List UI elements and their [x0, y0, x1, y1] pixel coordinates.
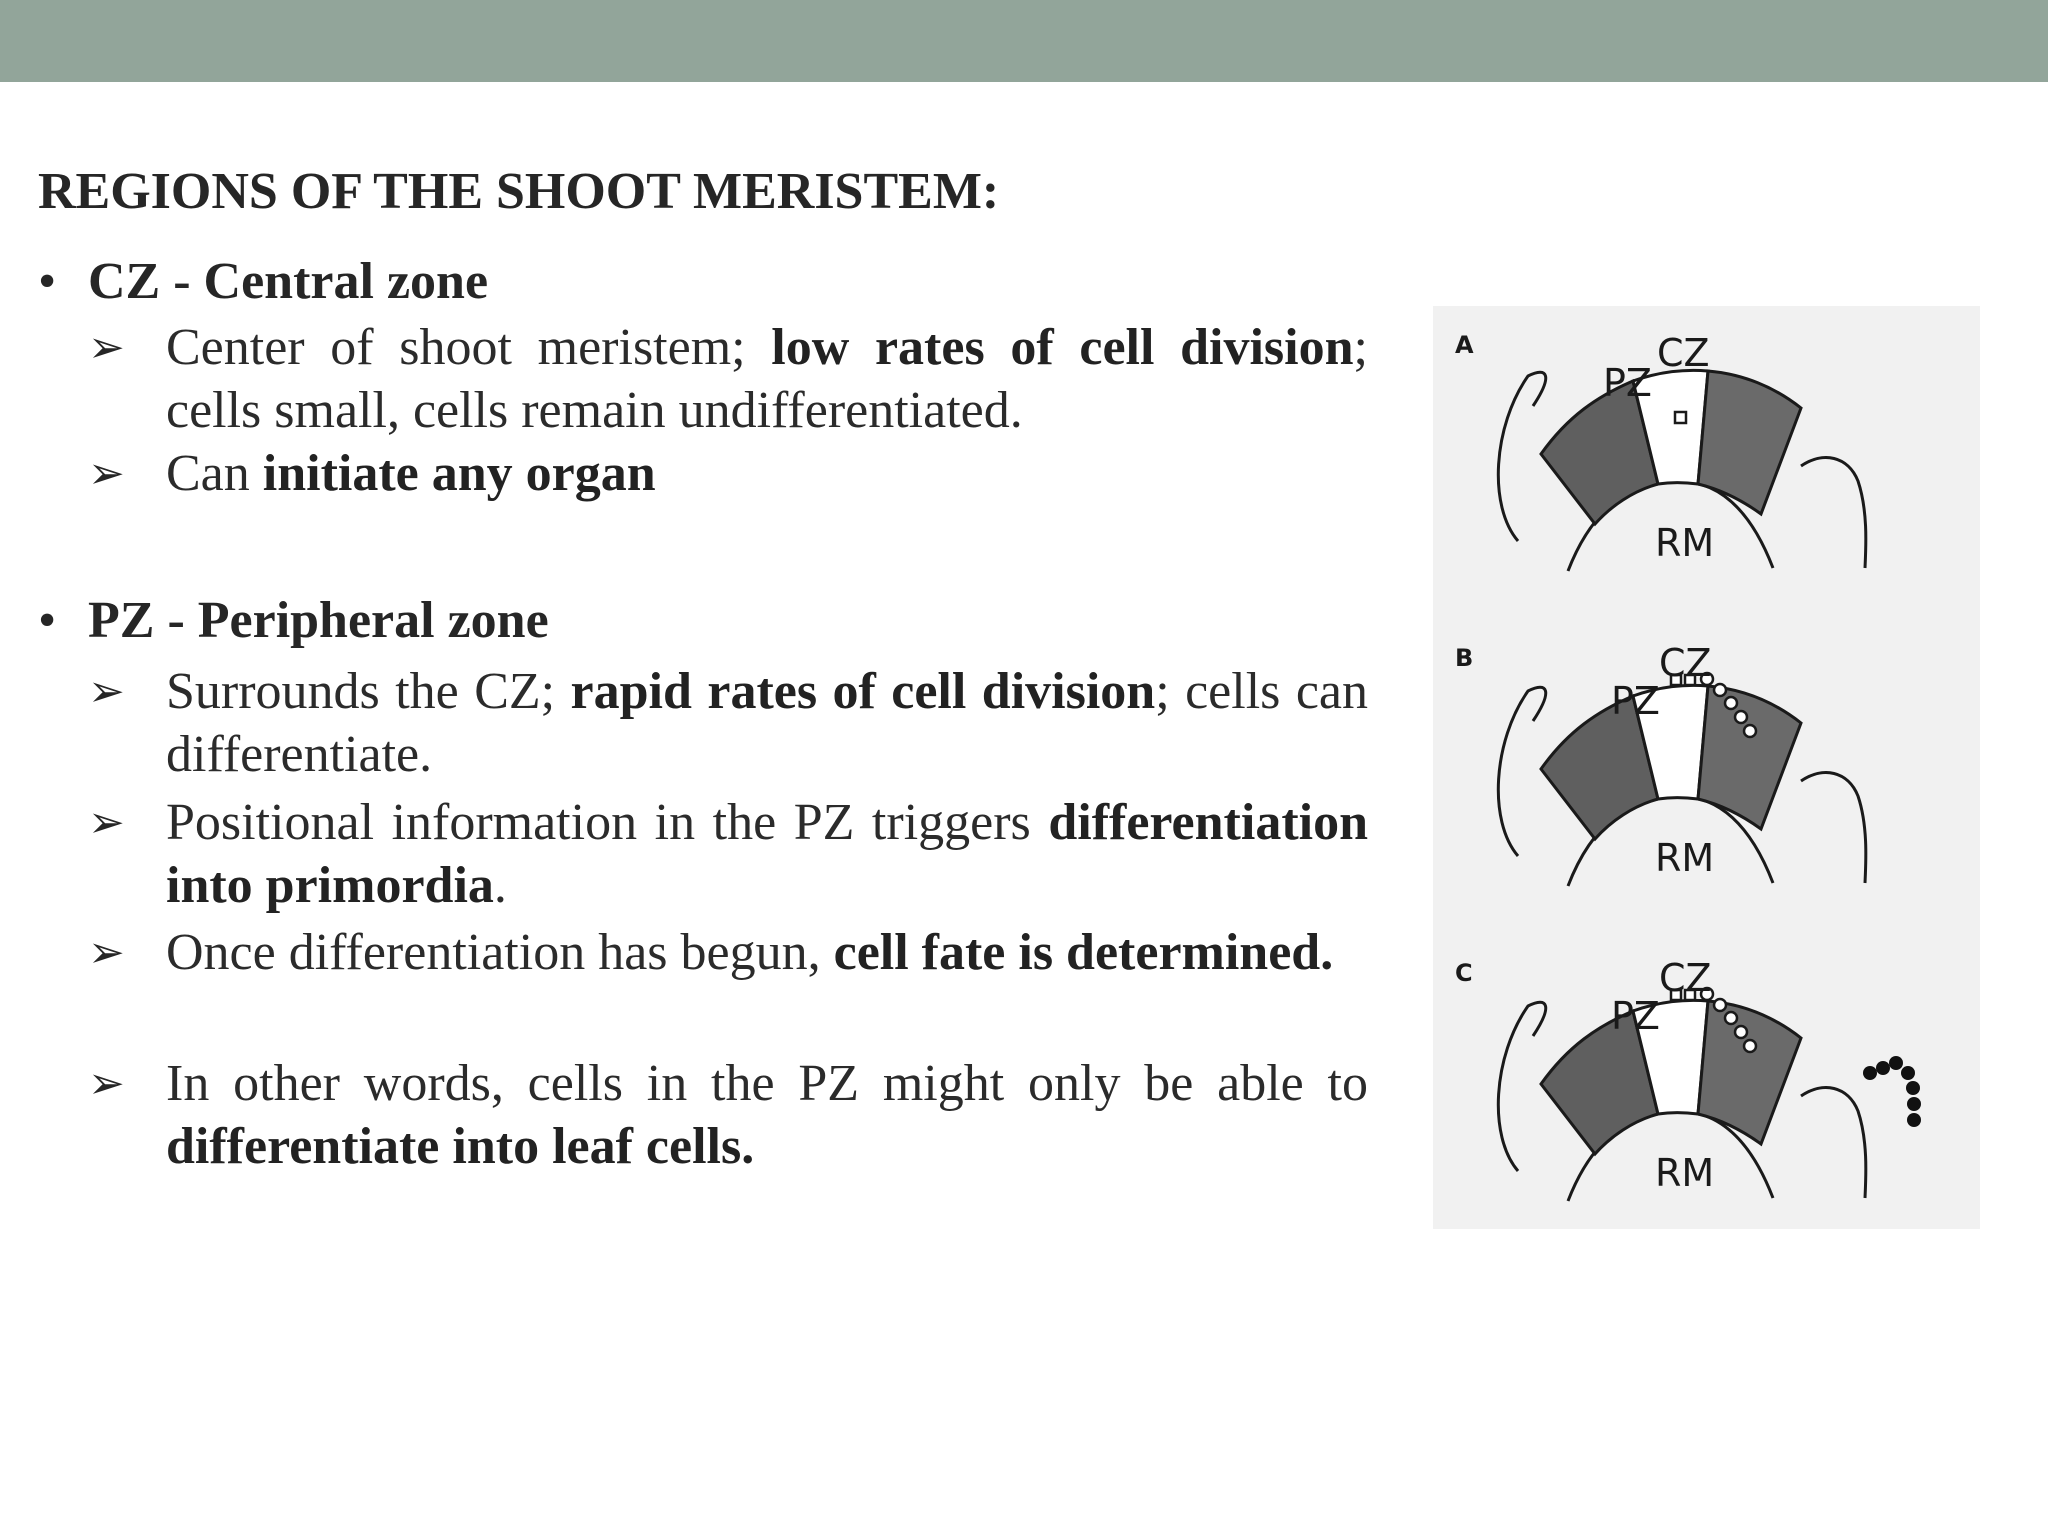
panel-a-letter: A	[1455, 331, 1474, 359]
arrow-bullet-icon: ➢	[88, 1058, 125, 1109]
arrow-bullet-icon: ➢	[88, 322, 125, 373]
zone-heading-cz: • CZ - Central zone	[38, 253, 489, 310]
panel-c-rm-label: RM	[1655, 1151, 1715, 1195]
meristem-diagram	[1433, 306, 1980, 1229]
panel-b-cz-label: CZ	[1659, 641, 1712, 685]
arrow-bullet-icon: ➢	[88, 448, 125, 499]
panel-b-rm-label: RM	[1655, 836, 1715, 880]
cz-point-2: ➢ Can initiate any organ	[88, 442, 1368, 505]
slide-header-bar	[0, 0, 2048, 82]
panel-b-letter: B	[1455, 644, 1474, 672]
cz-point-1: ➢ Center of shoot meristem; low rates of cell division; cells small, cells remain undifferentiated.	[88, 316, 1368, 442]
bullet-icon: •	[38, 592, 57, 649]
panel-a-rm-label: RM	[1655, 521, 1715, 565]
arrow-bullet-icon: ➢	[88, 797, 125, 848]
pz-point-4: ➢ In other words, cells in the PZ might only be able to differentiate into leaf cells.	[88, 1052, 1368, 1178]
panel-c-pz-label: PZ	[1611, 994, 1660, 1038]
arrow-bullet-icon: ➢	[88, 927, 125, 978]
panel-b-pz-label: PZ	[1611, 679, 1660, 723]
panel-b	[1455, 641, 1866, 886]
bullet-icon: •	[38, 253, 57, 310]
pz-point-2: ➢ Positional information in the PZ triggers differentiation into primordia.	[88, 791, 1368, 917]
arrow-bullet-icon: ➢	[88, 666, 125, 717]
panel-a-cz-label: CZ	[1657, 331, 1710, 375]
panel-c-cz-label: CZ	[1659, 956, 1712, 1000]
pz-point-1: ➢ Surrounds the CZ; rapid rates of cell division; cells can differentiate.	[88, 660, 1368, 786]
panel-a-pz-label: PZ	[1603, 361, 1652, 405]
zone-heading-pz: • PZ - Peripheral zone	[38, 592, 549, 649]
panel-c-letter: C	[1455, 959, 1473, 987]
meristem-diagram-svg	[1433, 306, 1980, 1229]
panel-a	[1455, 331, 1866, 571]
pz-point-3: ➢ Once differentiation has begun, cell fate is determined.	[88, 921, 1368, 984]
panel-c	[1455, 956, 1921, 1201]
slide-title: REGIONS OF THE SHOOT MERISTEM:	[38, 163, 1000, 220]
